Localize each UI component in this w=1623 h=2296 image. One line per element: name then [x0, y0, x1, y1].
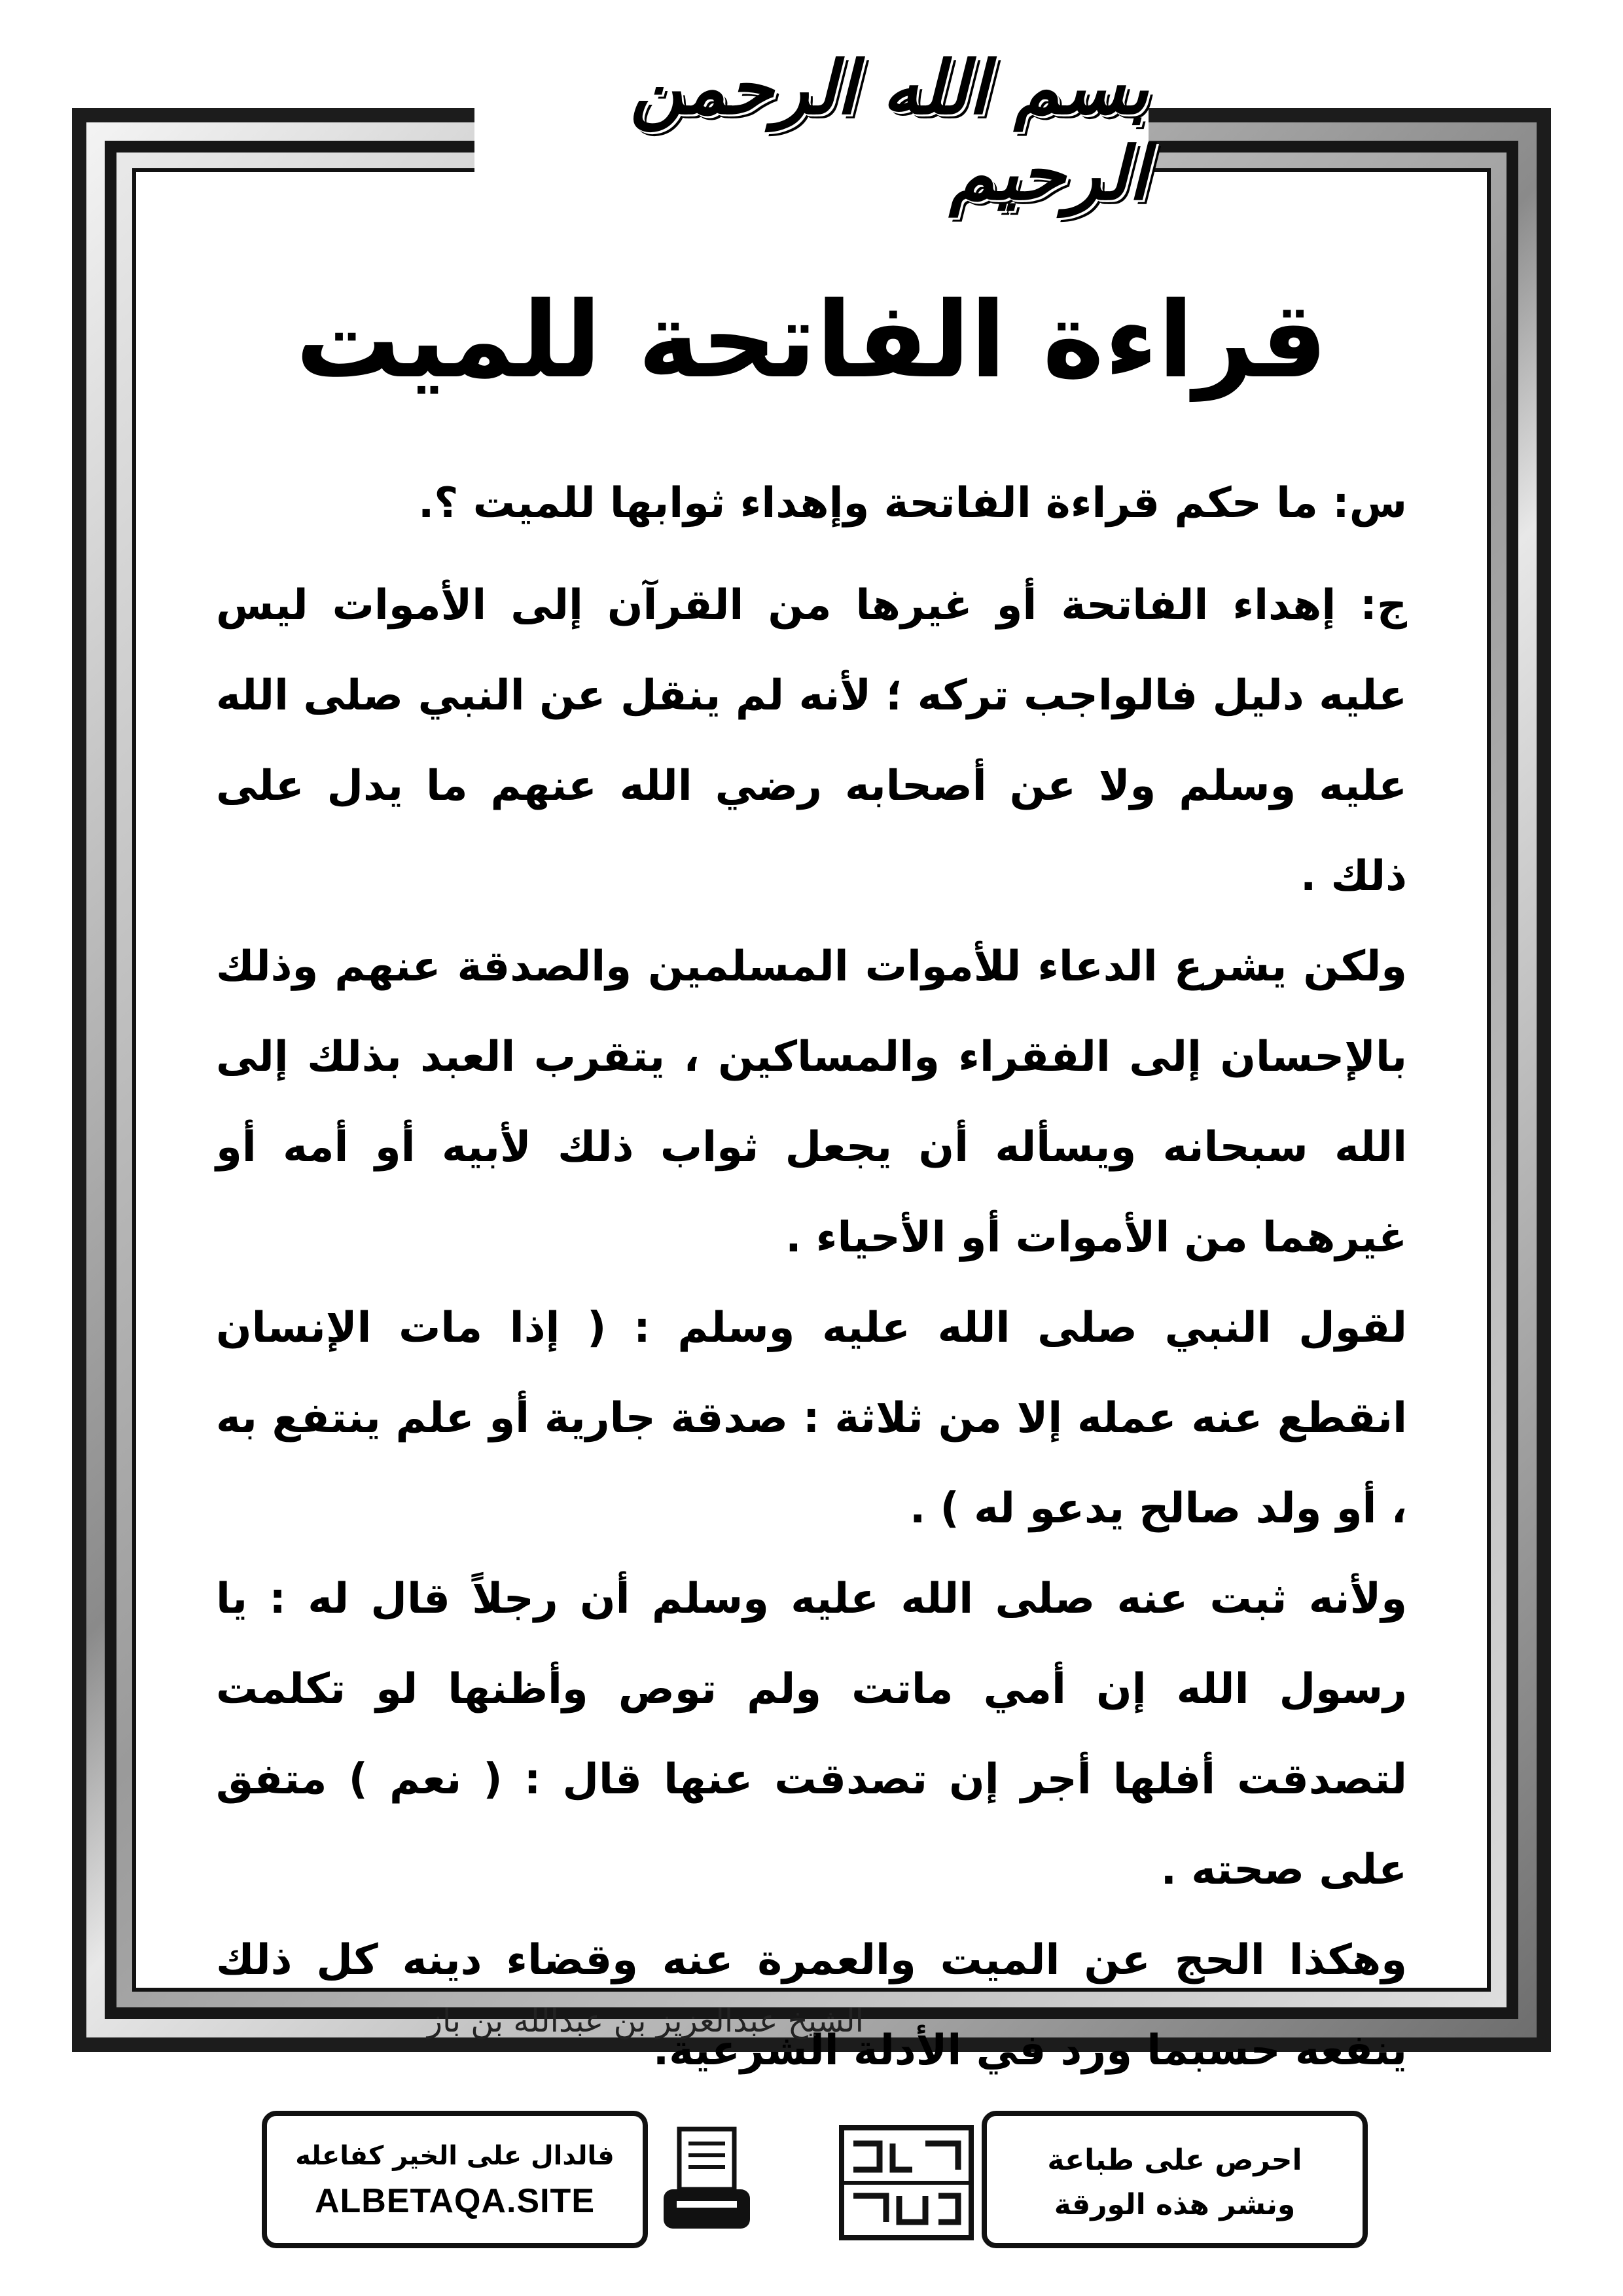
dawa-logo-icon — [838, 2124, 975, 2242]
answer-paragraph: ولأنه ثبت عنه صلى الله عليه وسلم أن رجلاً قال له : يا رسول الله إن أمي ماتت ولم توص وأظنها لو تكلمت لتصدقت أفلها أجر إن تصدقت عنها قال : ( نعم ) متفق على صحته . — [216, 1575, 1407, 1894]
answer-paragraph: وهكذا الحج عن الميت والعمرة عنه وقضاء دينه كل ذلك ينفعه حسبما ورد في الأدلة الشرعية. — [216, 1936, 1407, 2075]
footer-proverb: فالدال على الخير كفاعله — [295, 2141, 615, 2171]
basmala-text: بسم الله الرحمن الرحيم — [630, 45, 1149, 217]
page-title: قراءة الفاتحة للميت — [295, 279, 1328, 401]
basmala-calligraphy — [474, 46, 1149, 216]
answer-paragraph: ولكن يشرع الدعاء للأموات المسلمين والصدقة عنهم وذلك بالإحسان إلى الفقراء والمساكين ، يتقرب العبد بذلك إلى الله سبحانه ويسأله أن يجعل ثواب ذلك لأبيه أو أمه أو غيرهما من الأموات أو الأحياء . — [216, 942, 1407, 1262]
footer-print-line1: احرص على طباعة — [1047, 2144, 1302, 2177]
printer-icon — [661, 2124, 753, 2238]
footer-site-box — [262, 2111, 648, 2248]
footer-print-box — [982, 2111, 1368, 2248]
author-attribution: الشيخ عبدالعزيز بن عبدالله بن باز — [427, 2003, 864, 2039]
footer-site-link[interactable]: ALBETAQA.SITE — [314, 2182, 596, 2220]
footer-bar — [262, 2111, 1368, 2248]
answer-paragraph: لقول النبي صلى الله عليه وسلم : ( إذا مات الإنسان انقطع عنه عمله إلا من ثلاثة : صدقة جارية أو علم ينتفع به ، أو ولد صالح يدعو له ) . — [216, 1304, 1407, 1533]
footer-print-line2: ونشر هذه الورقة — [1054, 2188, 1296, 2221]
answer-paragraph: ج: إهداء الفاتحة أو غيرها من القرآن إلى الأموات ليس عليه دليل فالواجب تركه ؛ لأنه لم ينقل عن النبي صلى الله عليه وسلم ولا عن أصحابه رضي الله عنهم ما يدل على ذلك . — [216, 581, 1407, 901]
question-text: س: ما حكم قراءة الفاتحة وإهداء ثوابها للميت ؟. — [418, 479, 1407, 528]
fatwa-body — [216, 458, 1407, 2096]
